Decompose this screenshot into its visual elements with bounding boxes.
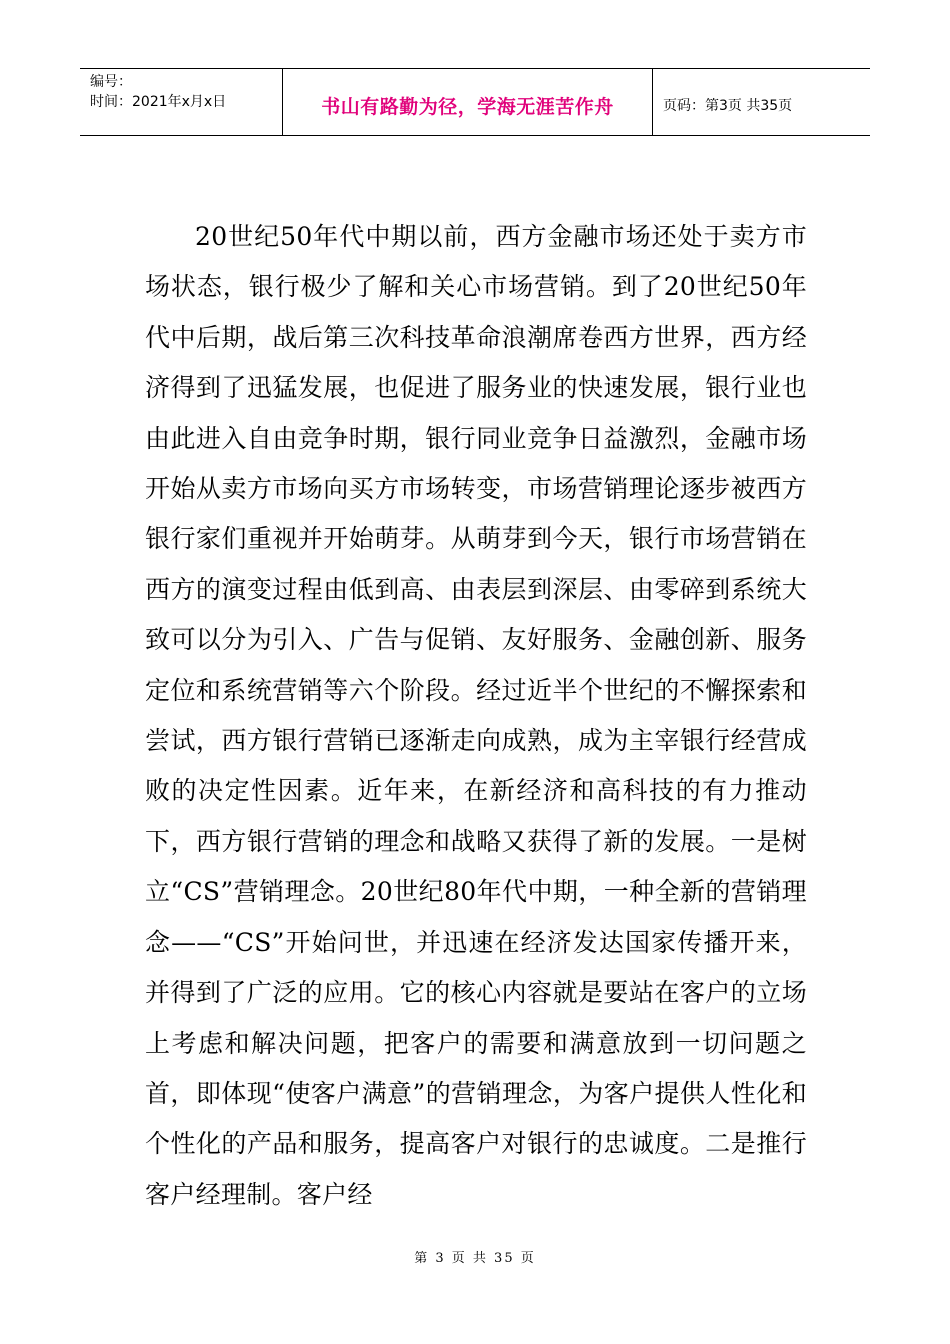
page-footer: 第 3 页 共 35 页 (414, 1251, 536, 1266)
header-page-info: 页码：第3页 共35页 (663, 98, 793, 114)
document-number-label: 编号： (90, 74, 132, 90)
body-paragraph: 20世纪50年代中期以前，西方金融市场还处于卖方市场状态，银行极少了解和关心市场营销。到了20世纪50年代中后期，战后第三次科技革命浪潮席卷西方世界，西方经济得到了迅猛发展，也促进了服务业的快速发展，银行业也由此进入自由竞争时期，银行同业竞争日益激烈，金融市场开始从卖方市场向买方市场转变，市场营销理论逐步被西方银行家们重视并开始萌芽。从萌芽到今天，银行市场营销在西方的演变过程由低到高、由表层到深层、由零碎到系统大致可以分为引入、广告与促销、友好服务、金融创新、服务定位和系统营销等六个阶段。经过近半个世纪的不懈探索和尝试，西方银行营销已逐渐走向成熟，成为主宰银行经营成败的决定性因素。近年来，在新经济和高科技的有力推动下，西方银行营销的理念和战略又获得了新的发展。一是树立“CS”营销理念。20世纪80年代中期，一种全新的营销理念——“CS”开始问世，并迅速在经济发达国家传播开来，并得到了广泛的应用。它的核心内容就是要站在客户的立场上考虑和解决问题，把客户的需要和满意放到一切问题之首，即体现“使客户满意”的营销理念，为客户提供人性化和个性化的产品和服务，提高客户对银行的忠诚度。二是推行客户经理制。客户经 (145, 222, 807, 1209)
page-header (80, 68, 870, 136)
header-meta-cell (80, 69, 283, 135)
document-date-label: 时间：2021年x月x日 (90, 94, 227, 110)
header-motto: 书山有路勤为径，学海无涯苦作舟 (283, 69, 653, 135)
